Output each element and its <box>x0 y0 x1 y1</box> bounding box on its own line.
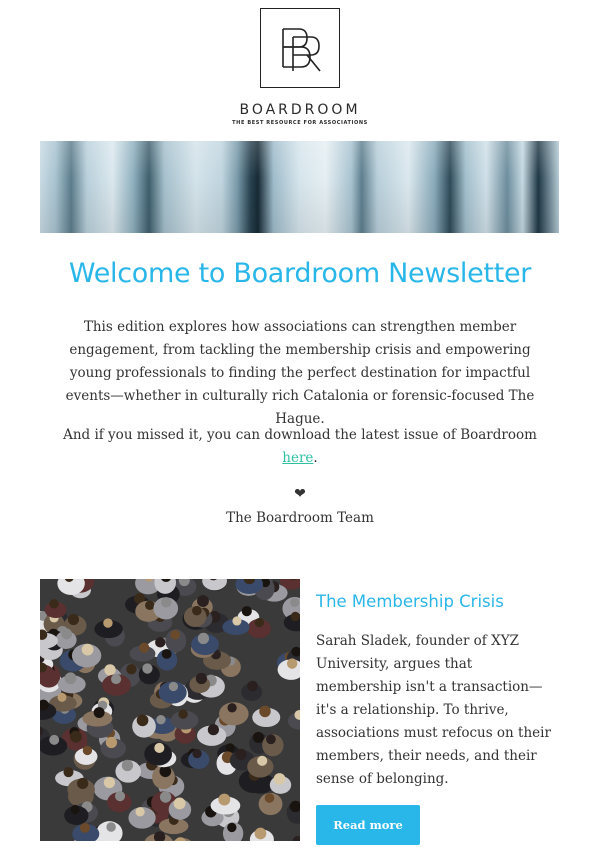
heart-icon: ❤ <box>294 486 306 502</box>
intro-paragraph: This edition explores how associations can strengthen member engagement, from tackling the membership crisis and empowering young professionals to finding the perfect destination for impactful events—whether in culturally rich Catalonia or forensic-focused The Hague. <box>65 319 535 427</box>
curtain-banner-image <box>40 141 559 233</box>
br-monogram-icon <box>260 8 340 88</box>
article-body: Sarah Sladek, founder of XYZ University, argues that membership isn't a transaction—it's a relationship. To thrive, associations must refocus on their members, their needs, and their sense of belonging. <box>316 633 551 787</box>
signoff: The Boardroom Team <box>226 510 374 526</box>
brand-name: BOARDROOM <box>239 102 361 118</box>
download-here-link[interactable]: here <box>282 450 314 466</box>
newsletter-title: Welcome to Boardroom Newsletter <box>68 258 532 289</box>
logo[interactable] <box>0 8 600 92</box>
download-note <box>60 424 540 470</box>
download-note-text: And if you missed it, you can download the latest issue of Boardroom <box>63 427 537 443</box>
download-note-end: . <box>313 450 318 466</box>
brand-tagline: THE BEST RESOURCE FOR ASSOCIATIONS <box>232 120 368 126</box>
read-more-button[interactable]: Read more <box>316 805 420 845</box>
crowd-photo[interactable] <box>40 579 300 841</box>
article-title[interactable]: The Membership Crisis <box>316 592 504 611</box>
